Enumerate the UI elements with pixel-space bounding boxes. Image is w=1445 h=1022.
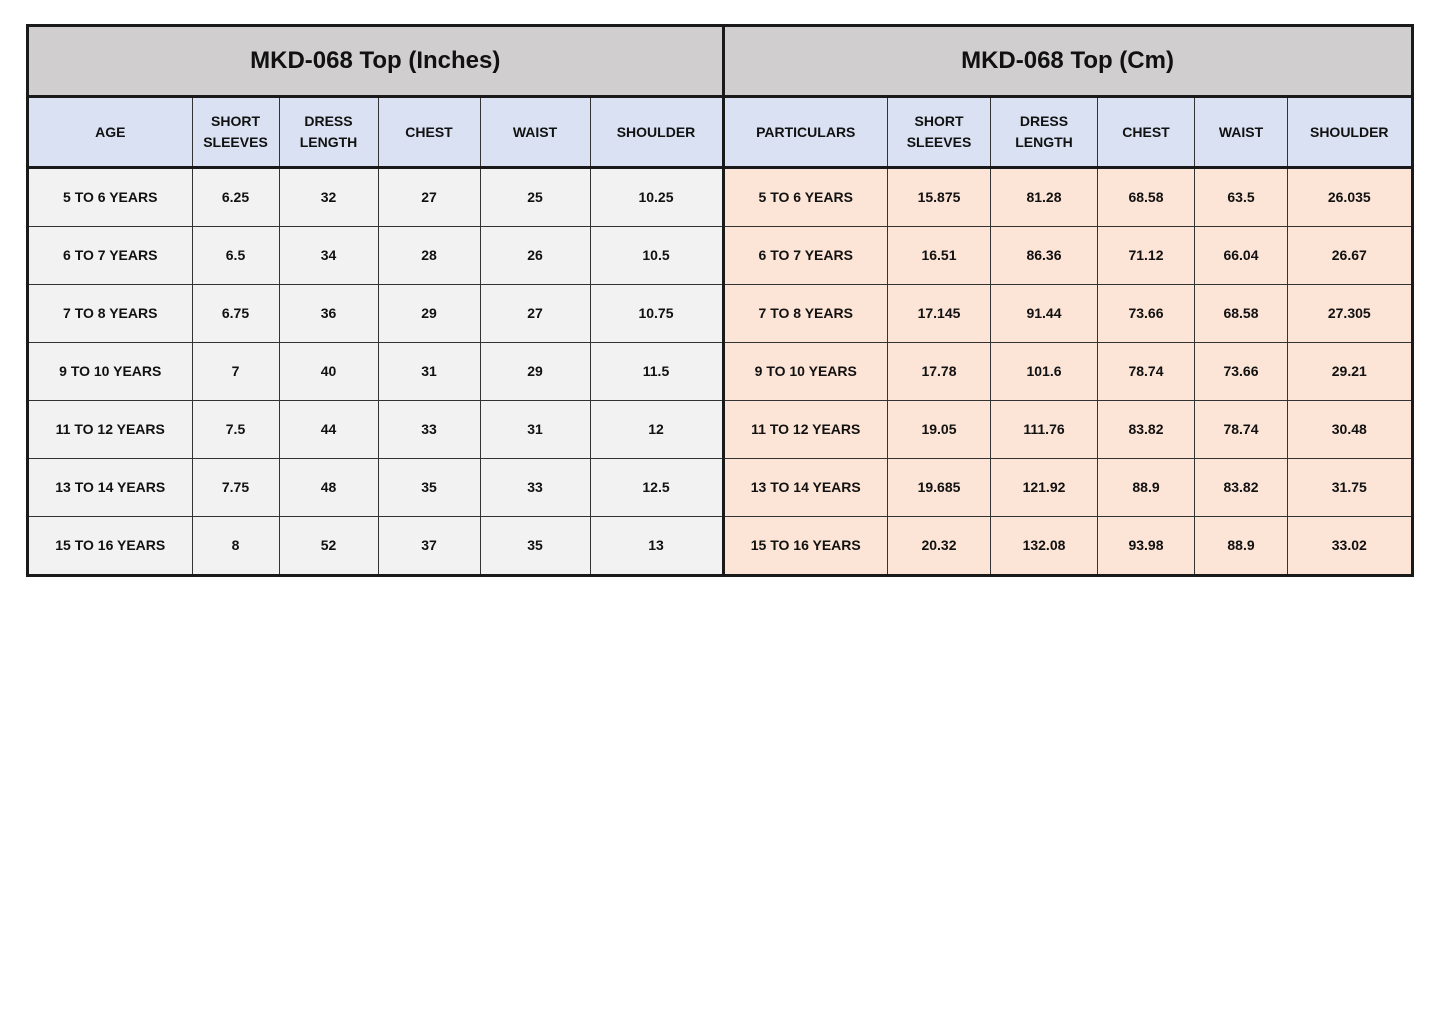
- measurement-cell: 17.78: [888, 343, 991, 401]
- measurement-cell: 15.875: [888, 168, 991, 227]
- measurement-cell: 12.5: [590, 459, 723, 517]
- measurement-cell: 86.36: [991, 227, 1098, 285]
- measurement-cell: 91.44: [991, 285, 1098, 343]
- column-header: DRESS LENGTH: [279, 97, 378, 168]
- age-cell: 15 TO 16 YEARS: [725, 517, 888, 575]
- measurement-cell: 35: [480, 517, 590, 575]
- measurement-cell: 26.035: [1288, 168, 1411, 227]
- table-row: [725, 517, 1411, 575]
- measurement-cell: 81.28: [991, 168, 1098, 227]
- measurement-cell: 6.75: [192, 285, 279, 343]
- measurement-cell: 31.75: [1288, 459, 1411, 517]
- measurement-cell: 63.5: [1195, 168, 1288, 227]
- measurement-cell: 88.9: [1195, 517, 1288, 575]
- age-cell: 7 TO 8 YEARS: [725, 285, 888, 343]
- measurement-cell: 10.75: [590, 285, 723, 343]
- inches-table: [29, 27, 725, 574]
- inches-header-row: [29, 97, 723, 168]
- measurement-cell: 7: [192, 343, 279, 401]
- table-row: [29, 168, 723, 227]
- measurement-cell: 10.25: [590, 168, 723, 227]
- inches-table-body: [29, 168, 723, 575]
- age-cell: 6 TO 7 YEARS: [29, 227, 192, 285]
- table-row: [29, 343, 723, 401]
- measurement-cell: 132.08: [991, 517, 1098, 575]
- inches-table-title: MKD-068 Top (Inches): [29, 27, 723, 97]
- inches-title-row: [29, 27, 723, 97]
- column-header: DRESS LENGTH: [991, 97, 1098, 168]
- measurement-cell: 48: [279, 459, 378, 517]
- measurement-cell: 25: [480, 168, 590, 227]
- size-chart-sheet: [26, 24, 1414, 577]
- measurement-cell: 68.58: [1098, 168, 1195, 227]
- measurement-cell: 83.82: [1098, 401, 1195, 459]
- column-header: WAIST: [480, 97, 590, 168]
- cm-table-body: [725, 168, 1411, 575]
- column-header: SHORT SLEEVES: [888, 97, 991, 168]
- table-row: [725, 285, 1411, 343]
- age-cell: 5 TO 6 YEARS: [29, 168, 192, 227]
- column-header: SHOULDER: [590, 97, 723, 168]
- table-row: [725, 401, 1411, 459]
- measurement-cell: 6.5: [192, 227, 279, 285]
- age-cell: 13 TO 14 YEARS: [725, 459, 888, 517]
- table-row: [725, 459, 1411, 517]
- measurement-cell: 19.05: [888, 401, 991, 459]
- measurement-cell: 27: [480, 285, 590, 343]
- measurement-cell: 40: [279, 343, 378, 401]
- measurement-cell: 7.75: [192, 459, 279, 517]
- measurement-cell: 33: [378, 401, 480, 459]
- measurement-cell: 121.92: [991, 459, 1098, 517]
- measurement-cell: 26: [480, 227, 590, 285]
- measurement-cell: 26.67: [1288, 227, 1411, 285]
- table-row: [29, 517, 723, 575]
- measurement-cell: 35: [378, 459, 480, 517]
- measurement-cell: 11.5: [590, 343, 723, 401]
- measurement-cell: 111.76: [991, 401, 1098, 459]
- measurement-cell: 28: [378, 227, 480, 285]
- measurement-cell: 83.82: [1195, 459, 1288, 517]
- age-cell: 9 TO 10 YEARS: [725, 343, 888, 401]
- measurement-cell: 101.6: [991, 343, 1098, 401]
- cm-table-title: MKD-068 Top (Cm): [725, 27, 1411, 97]
- measurement-cell: 71.12: [1098, 227, 1195, 285]
- column-header: CHEST: [378, 97, 480, 168]
- table-row: [725, 168, 1411, 227]
- age-cell: 13 TO 14 YEARS: [29, 459, 192, 517]
- age-cell: 6 TO 7 YEARS: [725, 227, 888, 285]
- measurement-cell: 13: [590, 517, 723, 575]
- measurement-cell: 10.5: [590, 227, 723, 285]
- table-row: [29, 285, 723, 343]
- measurement-cell: 30.48: [1288, 401, 1411, 459]
- measurement-cell: 31: [480, 401, 590, 459]
- measurement-cell: 34: [279, 227, 378, 285]
- measurement-cell: 29: [480, 343, 590, 401]
- measurement-cell: 27: [378, 168, 480, 227]
- age-cell: 9 TO 10 YEARS: [29, 343, 192, 401]
- measurement-cell: 52: [279, 517, 378, 575]
- age-cell: 11 TO 12 YEARS: [725, 401, 888, 459]
- column-header: SHORT SLEEVES: [192, 97, 279, 168]
- column-header: CHEST: [1098, 97, 1195, 168]
- table-row: [29, 459, 723, 517]
- measurement-cell: 68.58: [1195, 285, 1288, 343]
- cm-table: [725, 27, 1411, 574]
- measurement-cell: 78.74: [1195, 401, 1288, 459]
- measurement-cell: 16.51: [888, 227, 991, 285]
- age-cell: 5 TO 6 YEARS: [725, 168, 888, 227]
- measurement-cell: 12: [590, 401, 723, 459]
- measurement-cell: 6.25: [192, 168, 279, 227]
- measurement-cell: 33: [480, 459, 590, 517]
- measurement-cell: 44: [279, 401, 378, 459]
- measurement-cell: 8: [192, 517, 279, 575]
- measurement-cell: 32: [279, 168, 378, 227]
- measurement-cell: 88.9: [1098, 459, 1195, 517]
- measurement-cell: 33.02: [1288, 517, 1411, 575]
- table-row: [725, 227, 1411, 285]
- age-cell: 7 TO 8 YEARS: [29, 285, 192, 343]
- column-header: AGE: [29, 97, 192, 168]
- measurement-cell: 93.98: [1098, 517, 1195, 575]
- measurement-cell: 17.145: [888, 285, 991, 343]
- measurement-cell: 29: [378, 285, 480, 343]
- measurement-cell: 20.32: [888, 517, 991, 575]
- column-header: PARTICULARS: [725, 97, 888, 168]
- measurement-cell: 66.04: [1195, 227, 1288, 285]
- column-header: WAIST: [1195, 97, 1288, 168]
- age-cell: 15 TO 16 YEARS: [29, 517, 192, 575]
- column-header: SHOULDER: [1288, 97, 1411, 168]
- measurement-cell: 19.685: [888, 459, 991, 517]
- measurement-cell: 73.66: [1098, 285, 1195, 343]
- measurement-cell: 31: [378, 343, 480, 401]
- table-row: [29, 401, 723, 459]
- measurement-cell: 36: [279, 285, 378, 343]
- age-cell: 11 TO 12 YEARS: [29, 401, 192, 459]
- measurement-cell: 7.5: [192, 401, 279, 459]
- measurement-cell: 73.66: [1195, 343, 1288, 401]
- table-row: [29, 227, 723, 285]
- cm-title-row: [725, 27, 1411, 97]
- measurement-cell: 37: [378, 517, 480, 575]
- measurement-cell: 29.21: [1288, 343, 1411, 401]
- table-row: [725, 343, 1411, 401]
- measurement-cell: 78.74: [1098, 343, 1195, 401]
- cm-header-row: [725, 97, 1411, 168]
- measurement-cell: 27.305: [1288, 285, 1411, 343]
